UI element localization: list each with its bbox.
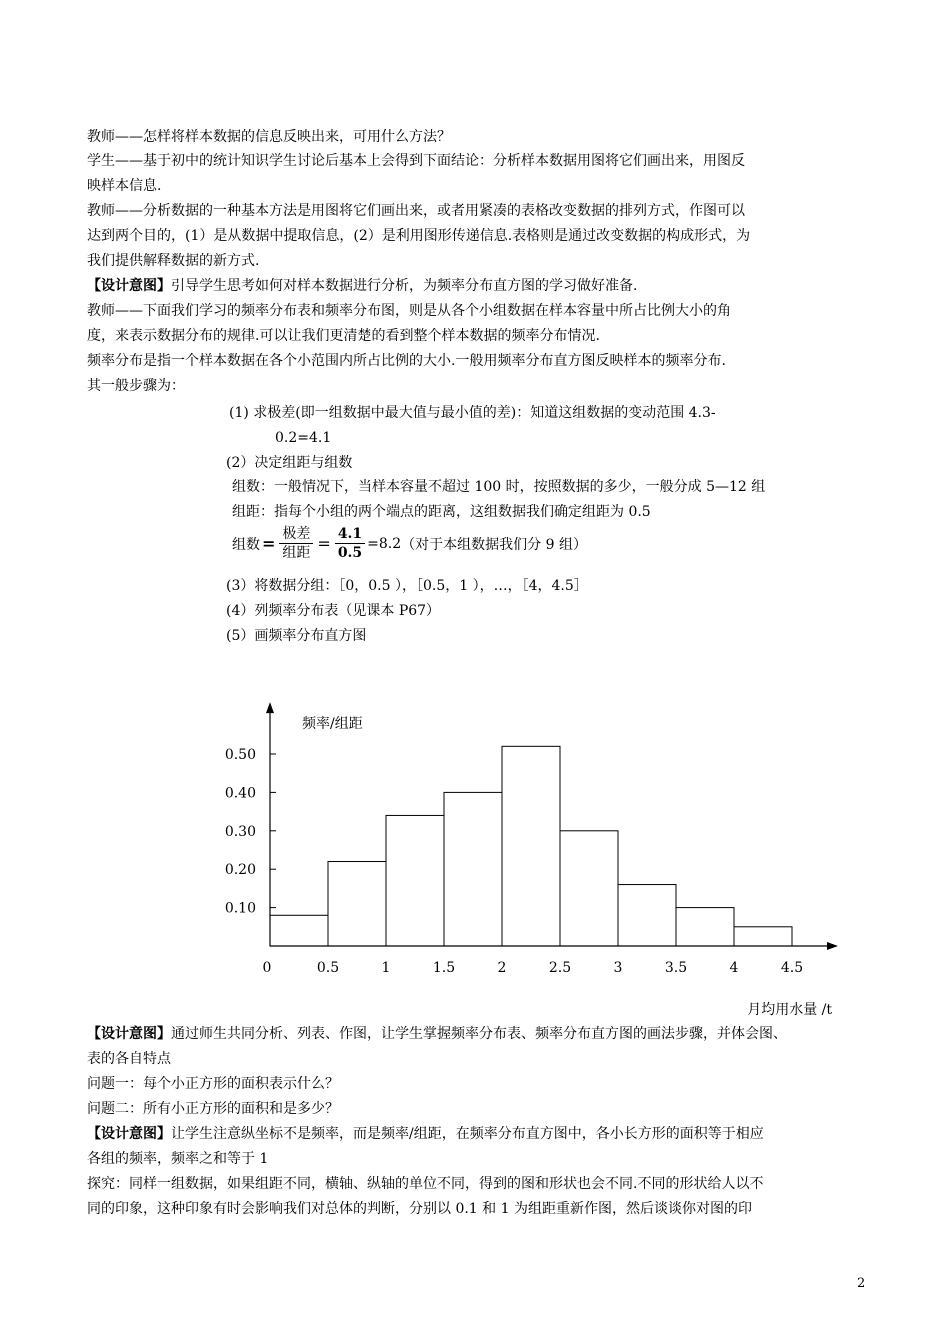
x-tick-label: 4.5 bbox=[780, 960, 804, 976]
design-intent-2-text: 通过师生共同分析、列表、作图，让学生掌握频率分布表、频率分布直方图的画法步骤，并体会图、 bbox=[171, 1026, 787, 1042]
design-intent-3-text: 让学生注意纵坐标不是频率，而是频率/组距，在频率分布直方图中，各小长方形的面积等于相应 bbox=[171, 1126, 764, 1142]
x-axis-title: 月均用水量 /t bbox=[747, 1002, 832, 1018]
step-2-group-count: 组数：一般情况下，当样本容量不超过 100 时，按照数据的多少，一般分成 5—12 组 bbox=[232, 479, 766, 495]
paragraph-teacher-method-line2: 达到两个目的，(1）是从数据中提取信息，(2）是利用图形传递信息.表格则是通过改变数据的构成形式，为 bbox=[87, 228, 751, 244]
x-tick-label: 3.5 bbox=[664, 960, 688, 976]
paragraph-teacher-question: 教师——怎样将样本数据的信息反映出来，可用什么方法？ bbox=[87, 129, 451, 145]
formula-lhs: 组数 bbox=[232, 536, 260, 553]
paragraph-teacher-frequency-line1: 教师——下面我们学习的频率分布表和频率分布图，则是从各个小组数据在样本容量中所占比例大小的角 bbox=[87, 303, 731, 319]
histogram-bar bbox=[328, 862, 386, 946]
step-2-heading: (2）决定组距与组数 bbox=[226, 455, 353, 471]
x-tick-label: 0.5 bbox=[316, 960, 340, 976]
exploration-line1: 探究：同样一组数据，如果组距不同，横轴、纵轴的单位不同，得到的图和形状也会不同.不同的形状给人以不 bbox=[87, 1176, 764, 1192]
step-5: (5）画频率分布直方图 bbox=[226, 628, 367, 644]
x-tick-label: 2.5 bbox=[548, 960, 572, 976]
x-tick-label: 0 bbox=[262, 960, 272, 976]
paragraph-definition-line2: 其一般步骤为： bbox=[87, 378, 185, 394]
design-intent-3-label: 【设计意图】 bbox=[87, 1126, 171, 1142]
x-axis-arrow bbox=[827, 942, 838, 950]
formula-note: （对于本组数据我们分 9 组） bbox=[401, 536, 587, 553]
step-1-line1: (1) 求极差(即一组数据中最大值与最小值的差)：知道这组数据的变动范围 4.3- bbox=[229, 405, 716, 421]
histogram-bar bbox=[502, 746, 560, 946]
step-3: (3）将数据分组：［0，0.5 ），［0.5，1 ），…，［4，4.5］ bbox=[226, 578, 588, 594]
formula-fraction-values bbox=[335, 525, 365, 562]
y-tick-label: 0.10 bbox=[224, 900, 256, 917]
design-intent-2-line1 bbox=[87, 1024, 787, 1044]
formula-fraction-2-numerator: 4.1 bbox=[335, 525, 365, 544]
design-intent-3-line1 bbox=[87, 1124, 764, 1144]
formula-fraction-1-numerator: 极差 bbox=[279, 525, 313, 544]
design-intent-3-line2: 各组的频率，频率之和等于 1 bbox=[87, 1151, 269, 1167]
histogram-bar bbox=[618, 885, 676, 946]
design-intent-1 bbox=[87, 276, 637, 296]
histogram-bar bbox=[270, 915, 328, 946]
y-tick-label: 0.40 bbox=[224, 785, 256, 802]
step-1-line2: 0.2=4.1 bbox=[275, 430, 332, 446]
formula-equals-1: = bbox=[262, 534, 276, 553]
formula-fraction-range-width bbox=[279, 525, 313, 562]
histogram-bar bbox=[386, 815, 444, 946]
paragraph-teacher-method-line3: 我们提供解释数据的新方式. bbox=[87, 253, 260, 269]
page-number: 2 bbox=[857, 1276, 866, 1291]
x-tick-label: 2 bbox=[497, 960, 507, 976]
design-intent-2-line2: 表的各自特点 bbox=[87, 1051, 171, 1067]
histogram-bar bbox=[734, 927, 792, 946]
x-tick-label: 1 bbox=[381, 960, 391, 976]
histogram-bar bbox=[676, 908, 734, 946]
paragraph-definition-line1: 频率分布是指一个样本数据在各个小范围内所占比例的大小.一般用频率分布直方图反映样本的频率分布. bbox=[87, 353, 726, 369]
paragraph-student-answer-line1: 学生——基于初中的统计知识学生讨论后基本上会得到下面结论：分析样本数据用图将它们画出来，用图反 bbox=[87, 153, 745, 169]
y-tick-label: 0.20 bbox=[224, 862, 256, 879]
exploration-line2: 同的印象，这种印象有时会影响我们对总体的判断，分别以 0.1 和 1 为组距重新作图，然后谈谈你对图的印 bbox=[87, 1201, 752, 1217]
x-tick-label: 4 bbox=[729, 960, 739, 976]
paragraph-student-answer-line2: 映样本信息. bbox=[87, 178, 162, 194]
histogram-bar bbox=[560, 831, 618, 946]
step-4: (4）列频率分布表（见课本 P67） bbox=[226, 603, 441, 619]
paragraph-teacher-frequency-line2: 度，来表示数据分布的规律.可以让我们更清楚的看到整个样本数据的频率分布情况. bbox=[87, 328, 600, 344]
design-intent-2-label: 【设计意图】 bbox=[87, 1026, 171, 1042]
y-tick-label: 0.50 bbox=[224, 747, 256, 763]
question-2: 问题二：所有小正方形的面积和是多少？ bbox=[87, 1101, 339, 1117]
formula-result: =8.2 bbox=[367, 535, 402, 552]
question-1: 问题一：每个小正方形的面积表示什么？ bbox=[87, 1076, 339, 1092]
design-intent-text: 引导学生思考如何对样本数据进行分析，为频率分布直方图的学习做好准备. bbox=[171, 278, 638, 294]
step-2-group-width: 组距：指每个小组的两个端点的距离，这组数据我们确定组距为 0.5 bbox=[232, 504, 651, 520]
y-tick-label: 0.30 bbox=[224, 823, 256, 840]
formula-equals-2: = bbox=[317, 534, 331, 553]
y-axis-title: 频率/组距 bbox=[302, 716, 363, 733]
x-tick-label: 3 bbox=[613, 960, 623, 976]
formula-fraction-2-denominator: 0.5 bbox=[337, 545, 363, 561]
design-intent-label: 【设计意图】 bbox=[87, 278, 171, 294]
formula-fraction-1-denominator: 组距 bbox=[282, 545, 311, 561]
x-tick-label: 1.5 bbox=[432, 960, 456, 976]
group-count-formula bbox=[232, 525, 587, 562]
paragraph-teacher-method-line1: 教师——分析数据的一种基本方法是用图将它们画出来，或者用紧凑的表格改变数据的排列方式，作图可以 bbox=[87, 203, 745, 219]
histogram-bar bbox=[444, 792, 502, 946]
y-axis-arrow bbox=[266, 702, 274, 713]
